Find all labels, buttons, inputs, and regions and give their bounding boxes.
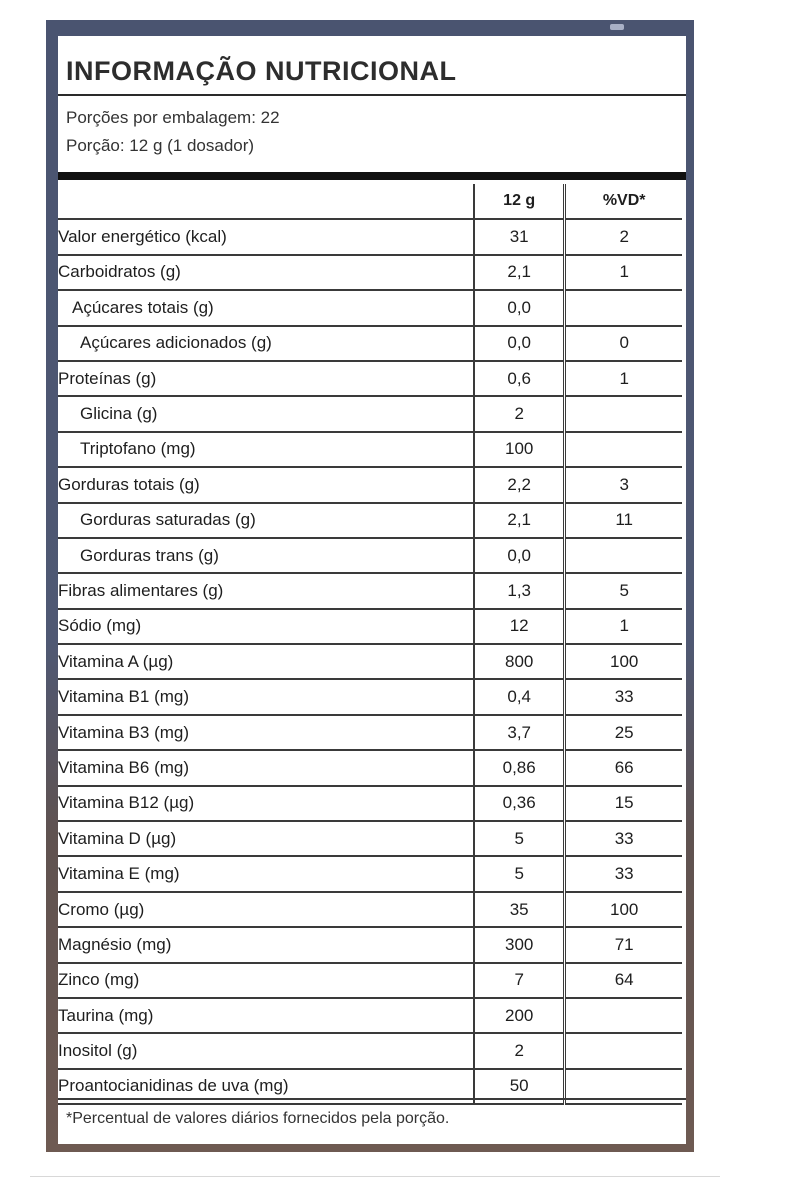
nutrient-dv	[565, 998, 682, 1033]
footnote: *Percentual de valores diários fornecidos pela porção.	[66, 1110, 450, 1127]
header-amount: 12 g	[474, 184, 565, 219]
nutrient-amount: 5	[474, 821, 565, 856]
nutrient-amount: 0,0	[474, 326, 565, 361]
thick-divider	[58, 172, 686, 180]
nutrient-amount: 12	[474, 609, 565, 644]
table-row	[58, 573, 682, 608]
table-row	[58, 538, 682, 573]
table-row	[58, 467, 682, 502]
nutrient-name: Vitamina B3 (mg)	[58, 715, 474, 750]
nutrient-dv	[565, 1033, 682, 1068]
nutrient-name: Zinco (mg)	[58, 963, 474, 998]
nutrient-dv: 1	[565, 255, 682, 290]
nutrient-amount: 1,3	[474, 573, 565, 608]
nutrient-dv: 3	[565, 467, 682, 502]
nutrient-dv: 100	[565, 892, 682, 927]
nutrient-name: Sódio (mg)	[58, 609, 474, 644]
table-row	[58, 715, 682, 750]
table-row	[58, 326, 682, 361]
nutrient-amount: 2,1	[474, 255, 565, 290]
label-title: INFORMAÇÃO NUTRICIONAL	[66, 56, 457, 86]
table-row	[58, 361, 682, 396]
nutrient-name: Inositol (g)	[58, 1033, 474, 1068]
table-row	[58, 255, 682, 290]
nutrient-dv	[565, 432, 682, 467]
page-divider	[30, 1176, 720, 1177]
nutrient-dv: 5	[565, 573, 682, 608]
nutrient-dv: 33	[565, 821, 682, 856]
nutrient-name: Magnésio (mg)	[58, 927, 474, 962]
nutrient-name: Gorduras totais (g)	[58, 467, 474, 502]
nutrient-dv: 0	[565, 326, 682, 361]
nutrient-name: Proantocianidinas de uva (mg)	[58, 1069, 474, 1104]
nutrient-dv	[565, 396, 682, 431]
servings-per-package: Porções por embalagem: 22	[66, 108, 280, 127]
header-dv: %VD*	[565, 184, 682, 219]
nutrient-dv: 11	[565, 503, 682, 538]
nutrient-name: Valor energético (kcal)	[58, 219, 474, 254]
nutrient-amount: 3,7	[474, 715, 565, 750]
nutrient-dv: 33	[565, 856, 682, 891]
nutrient-dv: 33	[565, 679, 682, 714]
nutrient-amount: 2	[474, 1033, 565, 1068]
nutrient-name: Gorduras trans (g)	[58, 538, 474, 573]
nutrient-name: Proteínas (g)	[58, 361, 474, 396]
table-row	[58, 609, 682, 644]
table-row	[58, 786, 682, 821]
table-row	[58, 856, 682, 891]
table-row	[58, 290, 682, 325]
nutrient-amount: 50	[474, 1069, 565, 1104]
table-row	[58, 396, 682, 431]
title-box	[58, 36, 686, 96]
nutrient-name: Gorduras saturadas (g)	[58, 503, 474, 538]
nutrient-amount: 300	[474, 927, 565, 962]
nutrient-name: Fibras alimentares (g)	[58, 573, 474, 608]
nutrient-name: Vitamina A (µg)	[58, 644, 474, 679]
nutrient-name: Triptofano (mg)	[58, 432, 474, 467]
nutrient-dv: 100	[565, 644, 682, 679]
table-row	[58, 963, 682, 998]
nutrient-amount: 5	[474, 856, 565, 891]
nutrient-amount: 2,1	[474, 503, 565, 538]
table-row	[58, 927, 682, 962]
table-row	[58, 432, 682, 467]
nutrient-dv: 15	[565, 786, 682, 821]
table-row	[58, 750, 682, 785]
nutrient-amount: 0,36	[474, 786, 565, 821]
nutrient-name: Cromo (µg)	[58, 892, 474, 927]
nutrient-name: Açúcares totais (g)	[58, 290, 474, 325]
nutrient-amount: 0,0	[474, 538, 565, 573]
table-row	[58, 219, 682, 254]
nutrient-dv: 2	[565, 219, 682, 254]
nutrient-name: Vitamina D (µg)	[58, 821, 474, 856]
nutrient-amount: 35	[474, 892, 565, 927]
nutrient-dv: 66	[565, 750, 682, 785]
nutrient-dv: 71	[565, 927, 682, 962]
table-row	[58, 679, 682, 714]
nutrition-table	[58, 184, 682, 1105]
table-row	[58, 998, 682, 1033]
table-row	[58, 644, 682, 679]
nutrient-name: Taurina (mg)	[58, 998, 474, 1033]
table-header-row	[58, 184, 682, 219]
nutrient-dv: 1	[565, 609, 682, 644]
nutrient-amount: 800	[474, 644, 565, 679]
nutrient-dv	[565, 290, 682, 325]
nutrient-amount: 0,4	[474, 679, 565, 714]
nutrient-amount: 2,2	[474, 467, 565, 502]
nutrient-name: Carboidratos (g)	[58, 255, 474, 290]
serving-size: Porção: 12 g (1 dosador)	[66, 136, 255, 155]
table-row	[58, 892, 682, 927]
nutrient-amount: 0,0	[474, 290, 565, 325]
nutrient-name: Açúcares adicionados (g)	[58, 326, 474, 361]
nutrient-name: Glicina (g)	[58, 396, 474, 431]
nutrient-amount: 31	[474, 219, 565, 254]
nutrient-dv: 1	[565, 361, 682, 396]
table-row	[58, 1033, 682, 1068]
nutrient-amount: 100	[474, 432, 565, 467]
nutrient-name: Vitamina E (mg)	[58, 856, 474, 891]
nutrient-amount: 0,6	[474, 361, 565, 396]
nutrient-dv: 64	[565, 963, 682, 998]
nutrient-name: Vitamina B6 (mg)	[58, 750, 474, 785]
table-row	[58, 503, 682, 538]
nutrition-label	[58, 36, 686, 1144]
nutrient-amount: 0,86	[474, 750, 565, 785]
nutrient-amount: 7	[474, 963, 565, 998]
nutrient-name: Vitamina B12 (µg)	[58, 786, 474, 821]
nutrient-name: Vitamina B1 (mg)	[58, 679, 474, 714]
nutrient-amount: 200	[474, 998, 565, 1033]
backdrop-mark	[610, 24, 624, 30]
footnote-divider	[58, 1098, 686, 1100]
nutrient-amount: 2	[474, 396, 565, 431]
table-row	[58, 821, 682, 856]
nutrient-dv	[565, 538, 682, 573]
header-nutrient	[58, 184, 474, 219]
nutrient-dv: 25	[565, 715, 682, 750]
